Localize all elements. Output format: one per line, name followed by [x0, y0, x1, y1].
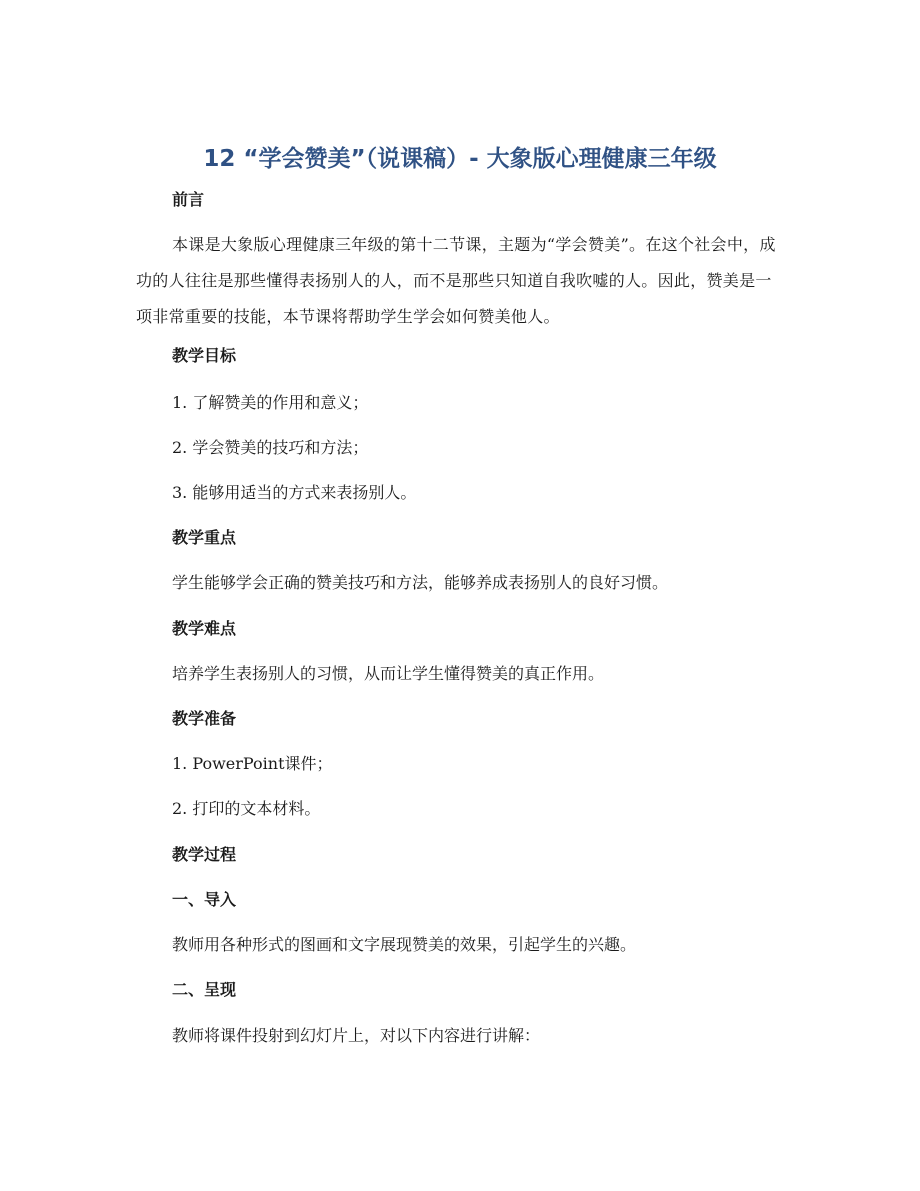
heading-difficulties: 教学难点: [172, 619, 237, 638]
key-points-text: 学生能够学会正确的赞美技巧和方法，能够养成表扬别人的良好习惯。: [172, 573, 669, 592]
difficulties-text: 培养学生表扬别人的习惯，从而让学生懂得赞美的真正作用。: [172, 664, 605, 683]
intro-paragraph: 本课是大象版心理健康三年级的第十二节课，主题为“学会赞美”。在这个社会中，成功的人往往是那些懂得表扬别人的人，而不是那些只知道自我吹嘘的人。因此，赞美是一项非常重要的技能，本节课将帮助学生学会如何赞美他人。: [136, 235, 776, 326]
heading-preparation: 教学准备: [172, 709, 237, 728]
heading-intro: 前言: [172, 190, 205, 209]
goal-item-3: 3. 能够用适当的方式来表扬别人。: [172, 483, 417, 502]
heading-process: 教学过程: [172, 845, 237, 864]
preparation-item-1: 1. PowerPoint课件；: [172, 754, 333, 773]
document-title: 12 “学会赞美”（说课稿）- 大象版心理健康三年级: [203, 146, 717, 172]
step-present-text: 教师将课件投射到幻灯片上，对以下内容进行讲解：: [172, 1026, 541, 1045]
heading-step-intro: 一、导入: [172, 890, 237, 909]
heading-key-points: 教学重点: [172, 528, 237, 547]
step-intro-text: 教师用各种形式的图画和文字展现赞美的效果，引起学生的兴趣。: [172, 935, 637, 954]
heading-goals: 教学目标: [172, 346, 237, 365]
goal-item-1: 1. 了解赞美的作用和意义；: [172, 393, 369, 412]
preparation-item-2: 2. 打印的文本材料。: [172, 799, 321, 818]
heading-step-present: 二、呈现: [172, 980, 237, 999]
goal-item-2: 2. 学会赞美的技巧和方法；: [172, 438, 369, 457]
